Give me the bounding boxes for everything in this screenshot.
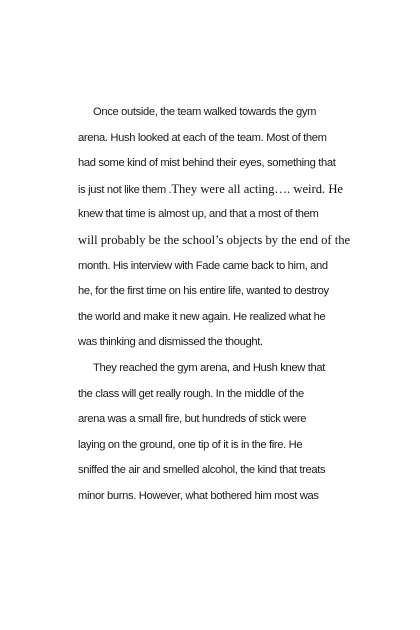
text-line-6: will probably be the school’s objects by the end of the <box>78 232 351 247</box>
text-line-3: had some kind of mist behind their eyes, something that <box>78 157 336 170</box>
text-line-10: was thinking and dismissed the thought. <box>78 336 263 349</box>
text-line-9: the world and make it new again. He realized what he <box>78 310 326 323</box>
text-line-14: laying on the ground, one tip of it is in the fire. He <box>78 438 303 451</box>
text-line-16: minor burns. However, what bothered him most was <box>78 489 319 502</box>
text-line-7: month. His interview with Fade came back to him, and <box>78 259 328 272</box>
text-line-15: sniffed the air and smelled alcohol, the kind that treats <box>78 464 326 477</box>
text-line-12: the class will get really rough. In the middle of the <box>78 387 304 400</box>
text-line-4 <box>78 177 358 203</box>
text-line-13: arena was a small fire, but hundreds of stick were <box>78 413 307 426</box>
text-line-4-sans: is just not like them . <box>78 183 172 196</box>
body-text <box>78 100 358 510</box>
text-line-2: arena. Hush looked at each of the team. Most of them <box>78 131 327 144</box>
text-line-5: knew that time is almost up, and that a most of them <box>78 208 319 221</box>
text-line-8: he, for the first time on his entire life, wanted to destroy <box>78 285 329 298</box>
text-line-11: They reached the gym arena, and Hush knew that <box>93 361 326 374</box>
text-line-4-serif: They were all acting…. weird. He <box>171 181 344 196</box>
text-line-1: Once outside, the team walked towards the gym <box>93 106 317 118</box>
